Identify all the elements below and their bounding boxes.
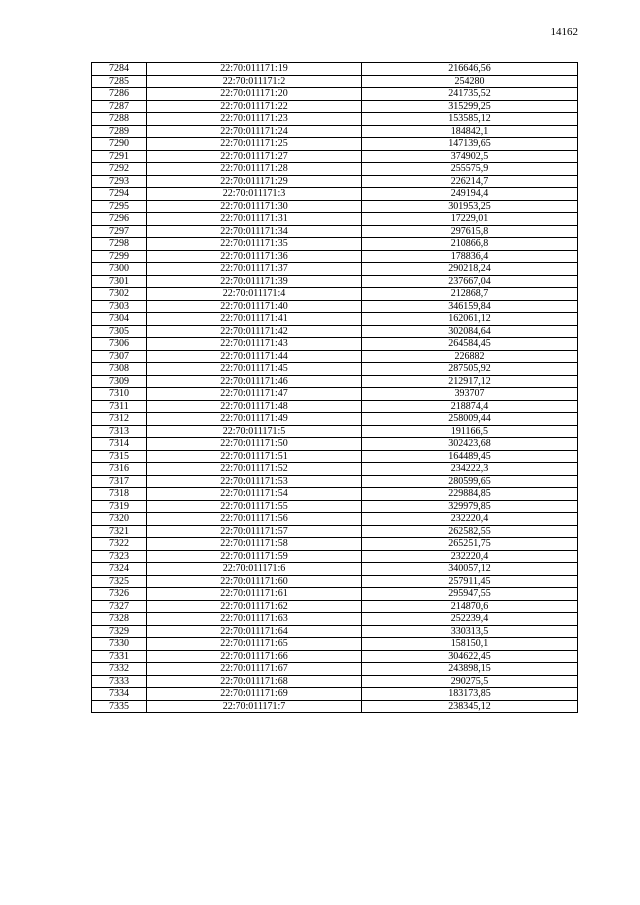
- table-row: [92, 513, 578, 526]
- cadastral-number-cell: 22:70:011171:49: [147, 413, 362, 426]
- table-body: [92, 63, 578, 713]
- value-cell: 183173,85: [362, 688, 578, 701]
- cadastral-number-cell: 22:70:011171:24: [147, 125, 362, 138]
- cadastral-number-cell: 22:70:011171:66: [147, 650, 362, 663]
- value-cell: 302084,64: [362, 325, 578, 338]
- value-cell: 243898,15: [362, 663, 578, 676]
- cadastral-number-cell: 22:70:011171:5: [147, 425, 362, 438]
- value-cell: 237667,04: [362, 275, 578, 288]
- value-cell: 254280: [362, 75, 578, 88]
- table-row: [92, 175, 578, 188]
- table-row: [92, 63, 578, 76]
- cadastral-number-cell: 22:70:011171:51: [147, 450, 362, 463]
- value-cell: 329979,85: [362, 500, 578, 513]
- table-row: [92, 575, 578, 588]
- value-cell: 218874,4: [362, 400, 578, 413]
- row-number-cell: 7300: [92, 263, 147, 276]
- row-number-cell: 7289: [92, 125, 147, 138]
- cadastral-number-cell: 22:70:011171:61: [147, 588, 362, 601]
- table-row: [92, 450, 578, 463]
- cadastral-number-cell: 22:70:011171:62: [147, 600, 362, 613]
- value-cell: 214870,6: [362, 600, 578, 613]
- value-cell: 297615,8: [362, 225, 578, 238]
- value-cell: 393707: [362, 388, 578, 401]
- table-row: [92, 425, 578, 438]
- cadastral-number-cell: 22:70:011171:54: [147, 488, 362, 501]
- row-number-cell: 7284: [92, 63, 147, 76]
- value-cell: 264584,45: [362, 338, 578, 351]
- value-cell: 265251,75: [362, 538, 578, 551]
- row-number-cell: 7291: [92, 150, 147, 163]
- cadastral-number-cell: 22:70:011171:48: [147, 400, 362, 413]
- row-number-cell: 7288: [92, 113, 147, 126]
- row-number-cell: 7298: [92, 238, 147, 251]
- value-cell: 17229,01: [362, 213, 578, 226]
- table-row: [92, 688, 578, 701]
- table-row: [92, 275, 578, 288]
- row-number-cell: 7318: [92, 488, 147, 501]
- cadastral-number-cell: 22:70:011171:39: [147, 275, 362, 288]
- row-number-cell: 7295: [92, 200, 147, 213]
- row-number-cell: 7305: [92, 325, 147, 338]
- table-row: [92, 375, 578, 388]
- table-row: [92, 538, 578, 551]
- row-number-cell: 7325: [92, 575, 147, 588]
- value-cell: 287505,92: [362, 363, 578, 376]
- cadastral-number-cell: 22:70:011171:27: [147, 150, 362, 163]
- table-row: [92, 625, 578, 638]
- table-row: [92, 350, 578, 363]
- value-cell: 304622,45: [362, 650, 578, 663]
- cadastral-number-cell: 22:70:011171:42: [147, 325, 362, 338]
- row-number-cell: 7311: [92, 400, 147, 413]
- table-row: [92, 250, 578, 263]
- row-number-cell: 7322: [92, 538, 147, 551]
- value-cell: 280599,65: [362, 475, 578, 488]
- table-row: [92, 413, 578, 426]
- table-row: [92, 563, 578, 576]
- value-cell: 241735,52: [362, 88, 578, 101]
- table-row: [92, 463, 578, 476]
- cadastral-number-cell: 22:70:011171:34: [147, 225, 362, 238]
- row-number-cell: 7309: [92, 375, 147, 388]
- row-number-cell: 7303: [92, 300, 147, 313]
- cadastral-number-cell: 22:70:011171:55: [147, 500, 362, 513]
- table-row: [92, 700, 578, 713]
- row-number-cell: 7310: [92, 388, 147, 401]
- table-row: [92, 200, 578, 213]
- value-cell: 258009,44: [362, 413, 578, 426]
- cadastral-number-cell: 22:70:011171:28: [147, 163, 362, 176]
- row-number-cell: 7326: [92, 588, 147, 601]
- table-row: [92, 475, 578, 488]
- table-row: [92, 600, 578, 613]
- cadastral-number-cell: 22:70:011171:46: [147, 375, 362, 388]
- table-row: [92, 550, 578, 563]
- table-row: [92, 213, 578, 226]
- row-number-cell: 7329: [92, 625, 147, 638]
- value-cell: 234222,3: [362, 463, 578, 476]
- cadastral-number-cell: 22:70:011171:41: [147, 313, 362, 326]
- cadastral-number-cell: 22:70:011171:44: [147, 350, 362, 363]
- cadastral-number-cell: 22:70:011171:65: [147, 638, 362, 651]
- value-cell: 147139,65: [362, 138, 578, 151]
- table-row: [92, 113, 578, 126]
- value-cell: 210866,8: [362, 238, 578, 251]
- row-number-cell: 7330: [92, 638, 147, 651]
- table-row: [92, 500, 578, 513]
- cadastral-number-cell: 22:70:011171:36: [147, 250, 362, 263]
- value-cell: 255575,9: [362, 163, 578, 176]
- value-cell: 232220,4: [362, 513, 578, 526]
- row-number-cell: 7297: [92, 225, 147, 238]
- value-cell: 315299,25: [362, 100, 578, 113]
- row-number-cell: 7328: [92, 613, 147, 626]
- value-cell: 301953,25: [362, 200, 578, 213]
- row-number-cell: 7320: [92, 513, 147, 526]
- cadastral-number-cell: 22:70:011171:3: [147, 188, 362, 201]
- cadastral-number-cell: 22:70:011171:7: [147, 700, 362, 713]
- table-row: [92, 263, 578, 276]
- row-number-cell: 7292: [92, 163, 147, 176]
- table-row: [92, 300, 578, 313]
- row-number-cell: 7334: [92, 688, 147, 701]
- table-row: [92, 388, 578, 401]
- cadastral-number-cell: 22:70:011171:63: [147, 613, 362, 626]
- cadastral-number-cell: 22:70:011171:56: [147, 513, 362, 526]
- value-cell: 153585,12: [362, 113, 578, 126]
- cadastral-number-cell: 22:70:011171:67: [147, 663, 362, 676]
- cadastral-number-cell: 22:70:011171:59: [147, 550, 362, 563]
- value-cell: 191166,5: [362, 425, 578, 438]
- cadastral-number-cell: 22:70:011171:2: [147, 75, 362, 88]
- row-number-cell: 7301: [92, 275, 147, 288]
- table-row: [92, 238, 578, 251]
- table-row: [92, 325, 578, 338]
- table-row: [92, 525, 578, 538]
- cadastral-number-cell: 22:70:011171:53: [147, 475, 362, 488]
- cadastral-number-cell: 22:70:011171:57: [147, 525, 362, 538]
- value-cell: 257911,45: [362, 575, 578, 588]
- cadastral-number-cell: 22:70:011171:30: [147, 200, 362, 213]
- row-number-cell: 7299: [92, 250, 147, 263]
- cadastral-number-cell: 22:70:011171:50: [147, 438, 362, 451]
- row-number-cell: 7333: [92, 675, 147, 688]
- cadastral-value-table: [91, 62, 578, 713]
- cadastral-number-cell: 22:70:011171:29: [147, 175, 362, 188]
- table-row: [92, 488, 578, 501]
- value-cell: 346159,84: [362, 300, 578, 313]
- table-row: [92, 288, 578, 301]
- cadastral-number-cell: 22:70:011171:6: [147, 563, 362, 576]
- value-cell: 249194,4: [362, 188, 578, 201]
- table-row: [92, 338, 578, 351]
- value-cell: 290218,24: [362, 263, 578, 276]
- cadastral-number-cell: 22:70:011171:40: [147, 300, 362, 313]
- table-row: [92, 125, 578, 138]
- row-number-cell: 7304: [92, 313, 147, 326]
- value-cell: 262582,55: [362, 525, 578, 538]
- cadastral-number-cell: 22:70:011171:31: [147, 213, 362, 226]
- table-row: [92, 188, 578, 201]
- table-row: [92, 100, 578, 113]
- table-row: [92, 88, 578, 101]
- row-number-cell: 7331: [92, 650, 147, 663]
- table-row: [92, 638, 578, 651]
- value-cell: 330313,5: [362, 625, 578, 638]
- page-number: 14162: [550, 26, 578, 38]
- cadastral-number-cell: 22:70:011171:20: [147, 88, 362, 101]
- value-cell: 302423,68: [362, 438, 578, 451]
- value-cell: 164489,45: [362, 450, 578, 463]
- table-row: [92, 138, 578, 151]
- table-row: [92, 650, 578, 663]
- row-number-cell: 7316: [92, 463, 147, 476]
- row-number-cell: 7315: [92, 450, 147, 463]
- value-cell: 226882: [362, 350, 578, 363]
- value-cell: 184842,1: [362, 125, 578, 138]
- cadastral-number-cell: 22:70:011171:25: [147, 138, 362, 151]
- cadastral-number-cell: 22:70:011171:23: [147, 113, 362, 126]
- cadastral-number-cell: 22:70:011171:19: [147, 63, 362, 76]
- cadastral-number-cell: 22:70:011171:60: [147, 575, 362, 588]
- row-number-cell: 7307: [92, 350, 147, 363]
- value-cell: 374902,5: [362, 150, 578, 163]
- value-cell: 162061,12: [362, 313, 578, 326]
- row-number-cell: 7332: [92, 663, 147, 676]
- table-row: [92, 438, 578, 451]
- cadastral-number-cell: 22:70:011171:58: [147, 538, 362, 551]
- row-number-cell: 7286: [92, 88, 147, 101]
- value-cell: 252239,4: [362, 613, 578, 626]
- table-row: [92, 613, 578, 626]
- cadastral-number-cell: 22:70:011171:22: [147, 100, 362, 113]
- cadastral-number-cell: 22:70:011171:64: [147, 625, 362, 638]
- value-cell: 212917,12: [362, 375, 578, 388]
- row-number-cell: 7324: [92, 563, 147, 576]
- row-number-cell: 7312: [92, 413, 147, 426]
- value-cell: 340057,12: [362, 563, 578, 576]
- table-row: [92, 313, 578, 326]
- table-row: [92, 663, 578, 676]
- value-cell: 232220,4: [362, 550, 578, 563]
- table-row: [92, 363, 578, 376]
- row-number-cell: 7308: [92, 363, 147, 376]
- cadastral-number-cell: 22:70:011171:4: [147, 288, 362, 301]
- row-number-cell: 7294: [92, 188, 147, 201]
- row-number-cell: 7306: [92, 338, 147, 351]
- row-number-cell: 7290: [92, 138, 147, 151]
- row-number-cell: 7314: [92, 438, 147, 451]
- value-cell: 178836,4: [362, 250, 578, 263]
- cadastral-number-cell: 22:70:011171:37: [147, 263, 362, 276]
- cadastral-number-cell: 22:70:011171:47: [147, 388, 362, 401]
- row-number-cell: 7287: [92, 100, 147, 113]
- row-number-cell: 7313: [92, 425, 147, 438]
- cadastral-number-cell: 22:70:011171:68: [147, 675, 362, 688]
- row-number-cell: 7285: [92, 75, 147, 88]
- cadastral-number-cell: 22:70:011171:43: [147, 338, 362, 351]
- table-row: [92, 588, 578, 601]
- value-cell: 216646,56: [362, 63, 578, 76]
- row-number-cell: 7296: [92, 213, 147, 226]
- row-number-cell: 7302: [92, 288, 147, 301]
- row-number-cell: 7321: [92, 525, 147, 538]
- table-row: [92, 75, 578, 88]
- table-row: [92, 150, 578, 163]
- cadastral-number-cell: 22:70:011171:69: [147, 688, 362, 701]
- value-cell: 226214,7: [362, 175, 578, 188]
- table-row: [92, 675, 578, 688]
- value-cell: 212868,7: [362, 288, 578, 301]
- value-cell: 290275,5: [362, 675, 578, 688]
- row-number-cell: 7293: [92, 175, 147, 188]
- row-number-cell: 7335: [92, 700, 147, 713]
- row-number-cell: 7327: [92, 600, 147, 613]
- cadastral-number-cell: 22:70:011171:35: [147, 238, 362, 251]
- value-cell: 229884,85: [362, 488, 578, 501]
- table-row: [92, 400, 578, 413]
- value-cell: 238345,12: [362, 700, 578, 713]
- row-number-cell: 7319: [92, 500, 147, 513]
- cadastral-number-cell: 22:70:011171:52: [147, 463, 362, 476]
- cadastral-number-cell: 22:70:011171:45: [147, 363, 362, 376]
- table-row: [92, 225, 578, 238]
- table-row: [92, 163, 578, 176]
- value-cell: 158150,1: [362, 638, 578, 651]
- row-number-cell: 7323: [92, 550, 147, 563]
- row-number-cell: 7317: [92, 475, 147, 488]
- value-cell: 295947,55: [362, 588, 578, 601]
